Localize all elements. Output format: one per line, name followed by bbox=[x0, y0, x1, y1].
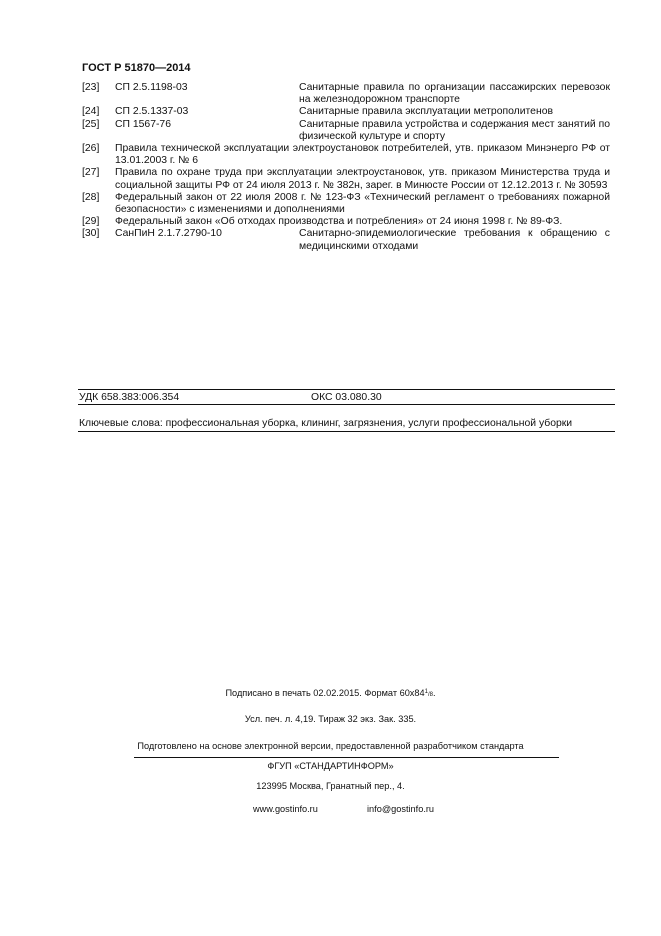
reference-code: СП 2.5.1337-03 bbox=[115, 106, 189, 118]
imprint-rule bbox=[134, 757, 559, 758]
imprint-signed-text: Подписано в печать 02.02.2015. Формат 60х84 bbox=[225, 688, 425, 698]
reference-item bbox=[82, 143, 610, 167]
reference-item bbox=[82, 106, 610, 118]
classification-bottom-rule bbox=[78, 431, 615, 432]
reference-number: [27] bbox=[82, 167, 100, 179]
reference-number: [28] bbox=[82, 191, 100, 203]
imprint-signed-line bbox=[0, 687, 661, 701]
reference-number: [25] bbox=[82, 118, 100, 130]
reference-title: Санитарно-эпидемиологические требования к обращению с медицинскими отходами bbox=[299, 228, 610, 252]
reference-title: Федеральный закон «Об отходах производства и потребления» от 24 июня 1998 г. № 89-ФЗ. bbox=[115, 216, 563, 228]
reference-item bbox=[82, 228, 610, 252]
publisher-email[interactable]: info@gostinfo.ru bbox=[367, 804, 435, 814]
reference-code: СанПиН 2.1.7.2790-10 bbox=[115, 228, 222, 240]
publisher-name: ФГУП «СТАНДАРТИНФОРМ» bbox=[267, 761, 394, 771]
classification-middle-rule bbox=[78, 404, 615, 405]
reference-item bbox=[82, 119, 610, 143]
imprint-print-info: Усл. печ. л. 4,19. Тираж 32 экз. Зак. 335. bbox=[244, 714, 417, 724]
reference-number: [24] bbox=[82, 106, 100, 118]
reference-title: Санитарные правила устройства и содержания мест занятий по физической культуре и спорту bbox=[299, 118, 610, 142]
reference-item bbox=[82, 192, 610, 216]
reference-title: Федеральный закон от 22 июля 2008 г. № 123-ФЗ «Технический регламент о требованиях пожарной безопасности» с изменениями и дополнениями bbox=[115, 191, 610, 216]
references-list bbox=[82, 82, 610, 253]
classification-top-rule bbox=[78, 389, 615, 390]
reference-number: [29] bbox=[82, 216, 100, 228]
reference-title: Правила по охране труда при эксплуатации электроустановок, утв. приказом Министерства труда и социальной защиты РФ от 24 июля 2013 г. № 382н, зарег. в Минюсте России от 12.12.2013 г. № 30593 bbox=[115, 167, 610, 191]
publisher-address: 123995 Москва, Гранатный пер., 4. bbox=[256, 781, 405, 791]
reference-number: [26] bbox=[82, 143, 100, 155]
reference-code: СП 2.5.1198-03 bbox=[115, 82, 188, 93]
format-suffix: . bbox=[432, 688, 436, 698]
document-code: ГОСТ Р 51870—2014 bbox=[82, 62, 191, 74]
reference-item bbox=[82, 167, 610, 191]
reference-title: Правила технической эксплуатации электроустановок потребителей, утв. приказом Минэнерго РФ от 13.01.2003 г. № 6 bbox=[115, 143, 610, 167]
reference-title: Санитарные правила эксплуатации метрополитенов bbox=[299, 106, 553, 118]
udk-code: УДК 658.383:006.354 bbox=[79, 392, 180, 403]
format-fraction-denominator: /8 bbox=[427, 692, 433, 698]
oks-code: ОКС 03.080.30 bbox=[311, 392, 382, 403]
reference-item bbox=[82, 82, 610, 106]
reference-number: [30] bbox=[82, 228, 100, 240]
reference-code: СП 1567-76 bbox=[115, 118, 171, 130]
reference-title: Санитарные правила по организации пассажирских перевозок на железнодорожном транспорте bbox=[299, 82, 610, 106]
format-fraction-numerator: 1 bbox=[424, 689, 428, 695]
publisher-website[interactable]: www.gostinfo.ru bbox=[253, 804, 318, 814]
reference-item bbox=[82, 216, 610, 228]
keywords-line: Ключевые слова: профессиональная уборка, клининг, загрязнения, услуги профессиональной уборки bbox=[79, 418, 573, 429]
reference-number: [23] bbox=[82, 82, 100, 93]
imprint-prepared-note: Подготовлено на основе электронной версии, предоставленной разработчиком стандарта bbox=[137, 741, 524, 751]
